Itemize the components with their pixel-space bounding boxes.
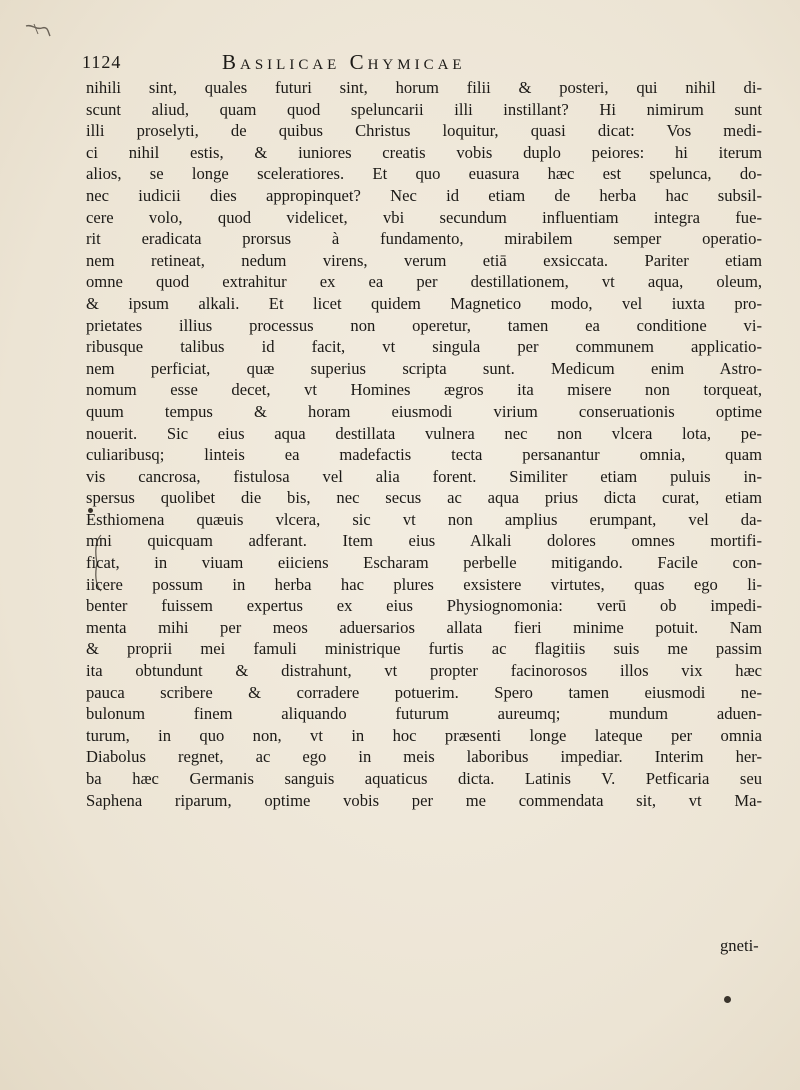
text-line: spersus quolibet die bis, nec secus ac aqua prius dicta curat, etiam [86, 488, 762, 508]
text-line: nem perficiat, quæ superius scripta sunt. Medicum enim Astro- [86, 358, 762, 378]
ink-flourish-mark [24, 22, 52, 40]
text-line: nouerit. Sic eius aqua destillata vulnera nec non vlcera lota, pe- [86, 423, 762, 443]
text-line: turum, in quo non, vt in hoc præsenti longe lateque per omnia [86, 725, 762, 745]
text-line: ficat, in viuam eiiciens Escharam perbelle mitigando. Facile con- [86, 553, 762, 573]
text-line: ci nihil estis, & iuniores creatis vobis duplo peiores: hi iterum [86, 142, 762, 162]
text-line: quum tempus & horam eiusmodi virium conseruationis optime [86, 401, 762, 421]
catchword: gneti- [720, 936, 759, 955]
text-line: nihili sint, quales futuri sint, horum filii & posteri, qui nihil di- [86, 78, 762, 97]
text-line: & ipsum alkali. Et licet quidem Magnetico modo, vel iuxta pro- [86, 293, 762, 313]
text-line: alios, se longe sceleratiores. Et quo euasura hæc est spelunca, do- [86, 164, 762, 184]
text-line: illi proselyti, de quibus Christus loquitur, quasi dicat: Vos medi- [86, 121, 762, 141]
text-line: menta mihi per meos aduersarios allata fieri minime potuit. Nam [86, 617, 762, 637]
text-line: nem retineat, nedum virens, verum etiā exsiccata. Pariter etiam [86, 250, 762, 270]
page-number: 1124 [82, 52, 122, 72]
text-line: omne quod extrahitur ex ea per destillationem, vt aqua, oleum, [86, 272, 762, 292]
text-line: & proprii mei famuli ministrique furtis ac flagitiis suis me passim [86, 639, 762, 659]
text-line: ba hæc Germanis sanguis aquaticus dicta. Latinis V. Petficaria seu [86, 769, 762, 788]
running-title: Basilicae Chymicae [222, 50, 466, 74]
text-line: ita obtundunt & distrahunt, vt propter facinorosos illos vix hæc [86, 661, 762, 681]
text-line: bulonum finem aliquando futurum aureumq; mundum aduen- [86, 704, 762, 724]
text-line: rit eradicata prorsus à fundamento, mirabilem semper operatio- [86, 229, 762, 249]
text-line: culiaribusq; linteis ea madefactis tecta persanantur omnia, quam [86, 445, 762, 465]
text-line: pauca scribere & corradere potuerim. Spero tamen eiusmodi ne- [86, 682, 762, 702]
text-line: nomum esse decet, vt Homines ægros ita misere non torqueat, [86, 380, 762, 400]
body-text [86, 77, 762, 811]
text-line: Diabolus regnet, ac ego in meis laboribus impediar. Interim her- [86, 747, 762, 767]
text-line: scunt aliud, quam quod speluncarii illi instillant? Hi nimirum sunt [86, 99, 762, 119]
text-line: Saphena riparum, optime vobis per me commendata sit, vt Ma- [86, 790, 762, 810]
text-line: ribusque talibus id facit, vt singula per communem applicatio- [86, 337, 762, 357]
text-line: prietates illius processus non operetur, tamen ea conditione vi- [86, 315, 762, 335]
text-line: nec iudicii dies appropinquet? Nec id etiam de herba hac subsil- [86, 185, 762, 205]
text-line: iicere possum in herba hac plures exsistere virtutes, quas ego li- [86, 574, 762, 594]
text-line: Esthiomena quæuis vlcera, sic vt non amplius erumpant, vel da- [86, 509, 762, 529]
text-line: benter fuissem expertus ex eius Physiognomonia: verū ob impedi- [86, 596, 762, 616]
ink-spot [724, 996, 731, 1003]
text-line: mni quicquam adferant. Item eius Alkali dolores omnes mortifi- [86, 531, 762, 551]
text-line: vis cancrosa, fistulosa vel alia forent. Similiter etiam puluis in- [86, 466, 762, 486]
text-line: cere volo, quod videlicet, vbi secundum influentiam integra fue- [86, 207, 762, 227]
page-header [82, 50, 722, 76]
